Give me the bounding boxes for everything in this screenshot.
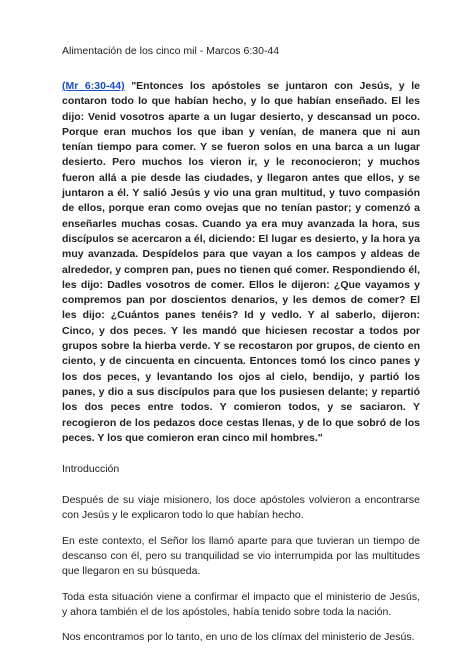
scripture-quote bbox=[62, 79, 420, 446]
paragraph: Toda esta situación viene a confirmar el impacto que el ministerio de Jesús, y ahora también el de los apóstoles, había tenido sobre toda la nación. bbox=[62, 590, 420, 618]
scripture-text: "Entonces los apóstoles se juntaron con Jesús, y le contaron todo lo que habían hecho, y lo que habían enseñado. El les dijo: Venid vosotros aparte a un lugar desierto, y descansad un poco. Porque eran muchos los que iban y venían, de manera que ni aun tenían tiempo para comer. Y se fueron solos en una barca a un lugar desierto. Pero muchos los vieron ir, y le reconocieron; y muchos fueron allá a pie desde las ciudades, y llegaron antes que ellos, y se juntaron a él. Y salió Jesús y vio una gran multitud, y tuvo compasión de ellos, porque eran como ovejas que no tenían pastor; y comenzó a enseñarles muchas cosas. Cuando ya era muy avanzada la hora, sus discípulos se acercaron a él, diciendo: El lugar es desierto, y la hora ya muy avanzada. Despídelos para que vayan a los campos y aldeas de alrededor, y compren pan, pues no tienen qué comer. Respondiendo él, les dijo: Dadles vosotros de comer. Ellos le dijeron: ¿Que vayamos y compremos pan por doscientos denarios, y les demos de comer? El les dijo: ¿Cuántos panes tenéis? Id y vedlo. Y al saberlo, dijeron: Cinco, y dos peces. Y les mandó que hiciesen recostar a todos por grupos sobre la hierba verde. Y se recostaron por grupos, de ciento en ciento, y de cincuenta en cincuenta. Entonces tomó los cinco panes y los dos peces, y levantando los ojos al cielo, bendijo, y partió los panes, y dio a sus discípulos para que los pusiesen delante; y repartió los dos peces entre todos. Y comieron todos, y se saciaron. Y recogieron de los pedazos doce cestas llenas, y de lo que sobró de los peces. Y los que comieron eran cinco mil hombres." bbox=[62, 80, 420, 444]
paragraph: Nos encontramos por lo tanto, en uno de los clímax del ministerio de Jesús. bbox=[62, 631, 415, 644]
document-title: Alimentación de los cinco mil - Marcos 6:30-44 bbox=[62, 45, 280, 57]
section-heading: Introducción bbox=[62, 463, 120, 476]
paragraph: Después de su viaje misionero, los doce apóstoles volvieron a encontrarse con Jesús y le explicaron todo lo que habían hecho. bbox=[62, 494, 420, 522]
paragraph: En este contexto, el Señor los llamó aparte para que tuvieran un tiempo de descanso con él, pero su tranquilidad se vio interrumpida por las multitudes que llegaron en su búsqueda. bbox=[62, 534, 420, 578]
document-page bbox=[62, 44, 420, 656]
scripture-reference-link[interactable]: (Mr 6:30-44) bbox=[62, 80, 125, 92]
